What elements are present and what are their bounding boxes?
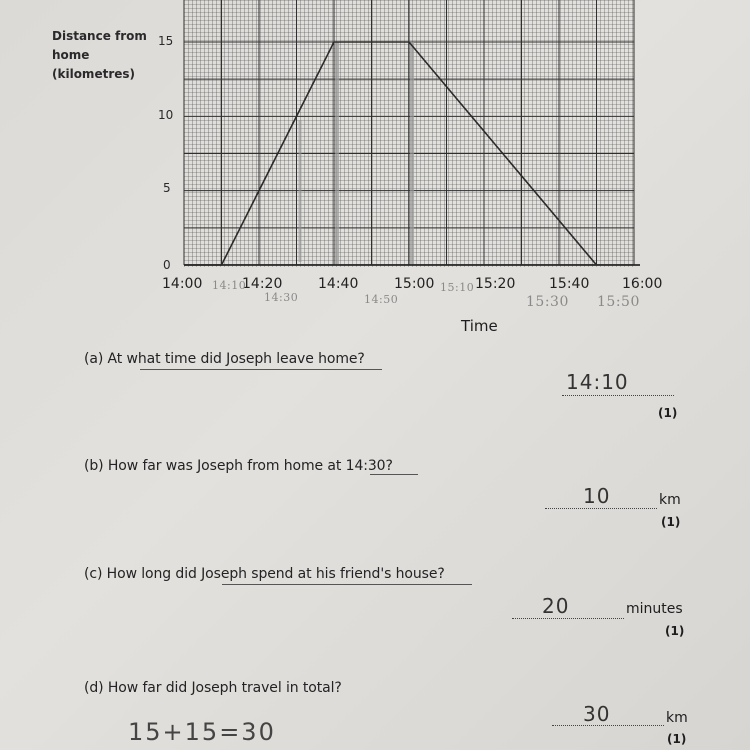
handwritten-time: 15:30: [526, 294, 569, 310]
x-axis-label: Time: [461, 317, 498, 335]
x-tick: 14:40: [318, 276, 359, 292]
handwritten-time: 15:50: [597, 294, 640, 310]
handwritten-time: 14:10: [212, 279, 247, 292]
marks-b: (1): [661, 515, 681, 529]
x-tick: 15:20: [475, 276, 516, 292]
handwritten-working: 15+15=30: [128, 718, 276, 746]
pencil-underline: [222, 584, 472, 585]
pencil-underline: [140, 369, 382, 370]
handwritten-time: 15:10: [440, 281, 475, 294]
x-tick: 14:00: [162, 276, 203, 292]
handwritten-time: 14:30: [264, 291, 299, 304]
pencil-underline: [370, 474, 418, 475]
x-tick: 15:40: [549, 276, 590, 292]
answer-c: 20: [542, 594, 570, 618]
y-tick: 15: [158, 34, 174, 48]
distance-time-graph: [0, 0, 750, 300]
question-b: (b) How far was Joseph from home at 14:30?: [84, 458, 393, 474]
y-tick: 10: [158, 108, 174, 122]
y-axis-label: Distance from home (kilometres): [52, 29, 147, 81]
handwritten-time: 14:50: [364, 293, 399, 306]
x-tick: 16:00: [622, 276, 663, 292]
answer-b: 10: [583, 484, 611, 508]
unit-b: km: [659, 492, 681, 508]
answer-line: [562, 395, 674, 396]
unit-d: km: [666, 710, 688, 726]
answer-d: 30: [583, 702, 611, 726]
question-a: (a) At what time did Joseph leave home?: [84, 351, 365, 367]
y-tick: 5: [163, 181, 171, 195]
answer-line: [512, 618, 624, 619]
question-d: (d) How far did Joseph travel in total?: [84, 680, 342, 696]
answer-line: [552, 725, 664, 726]
x-tick: 15:00: [394, 276, 435, 292]
answer-line: [545, 508, 657, 509]
x-tick: 14:20: [242, 276, 283, 292]
y-tick: 0: [163, 258, 171, 272]
marks-d: (1): [667, 732, 687, 746]
marks-a: (1): [658, 406, 678, 420]
unit-c: minutes: [626, 601, 683, 617]
answer-a: 14:10: [566, 370, 629, 394]
marks-c: (1): [665, 624, 685, 638]
question-c: (c) How long did Joseph spend at his friend's house?: [84, 566, 445, 582]
